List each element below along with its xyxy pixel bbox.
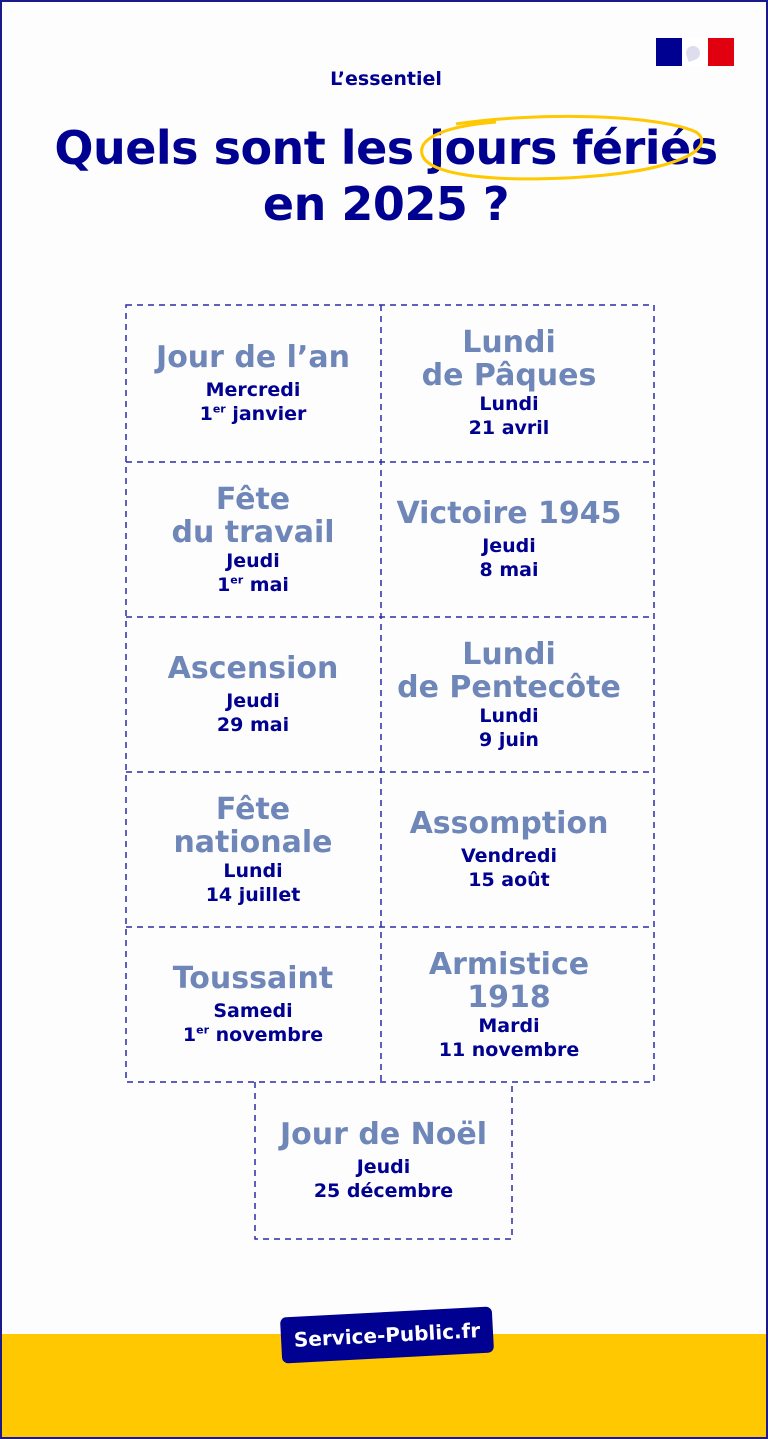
holiday-cell-fete-du-travail [125, 462, 381, 617]
holiday-weekday: Samedi [213, 1000, 293, 1022]
holiday-weekday: Mercredi [205, 378, 301, 401]
holiday-date: 9 juin [479, 728, 539, 751]
title-part1: Quels sont les [54, 121, 430, 175]
holiday-name-line1: Lundi [462, 325, 556, 360]
holiday-cell-assomption [381, 772, 637, 927]
kicker: L’essentiel [330, 68, 442, 90]
holiday-date: 1er novembre [182, 1023, 324, 1046]
title-line2: en 2025 ? [262, 177, 510, 231]
holiday-cell-jour-de-lan [125, 304, 381, 462]
holiday-cell-toussaint [125, 927, 381, 1082]
holiday-date: 1er janvier [199, 402, 307, 425]
holiday-name-line1: Armistice [428, 946, 590, 982]
holiday-name-line2: de Pentecôte [397, 669, 621, 705]
holiday-cell-lundi-de-pentecote [381, 617, 637, 772]
holiday-date: 15 août [468, 869, 550, 891]
highlight-ellipse-icon [416, 114, 706, 184]
holiday-date: 14 juillet [205, 883, 301, 906]
holiday-weekday: Lundi [479, 704, 539, 727]
holiday-cell-fete-nationale [125, 772, 381, 927]
holiday-cell-jour-de-noel [255, 1082, 512, 1239]
holiday-date: 21 avril [468, 417, 550, 439]
holiday-date: 1er mai [217, 573, 289, 596]
holiday-name: Ascension [167, 651, 339, 686]
title-highlight: jours fériés [429, 121, 718, 175]
holiday-cell-victoire-1945 [381, 462, 637, 617]
holiday-weekday: Jeudi [356, 1156, 411, 1178]
holiday-grid [125, 304, 655, 1240]
holiday-name-line1: Fête [215, 481, 291, 517]
holiday-name: Toussaint [172, 961, 334, 996]
holiday-weekday: Jeudi [482, 535, 536, 557]
holiday-cell-armistice-1918 [381, 927, 637, 1082]
holiday-name: Jour de l’an [156, 339, 350, 375]
holiday-name: Victoire 1945 [396, 496, 622, 531]
holiday-weekday: Lundi [479, 393, 539, 415]
french-flag-logo [656, 38, 734, 66]
holiday-name-line2: de Pâques [421, 358, 597, 393]
holiday-name-line1: Fête [215, 791, 291, 827]
holiday-name-line1: Lundi [462, 636, 556, 672]
holiday-name-line2: du travail [171, 514, 335, 550]
holiday-name-line2: 1918 [467, 979, 551, 1015]
holiday-cell-lundi-de-paques [381, 304, 637, 462]
holiday-weekday: Lundi [223, 859, 283, 882]
holiday-weekday: Vendredi [460, 845, 558, 867]
service-public-logo: Service-Public.fr [280, 1306, 494, 1363]
holiday-name: Assomption [409, 806, 609, 841]
holiday-name: Jour de Noël [280, 1117, 487, 1152]
holiday-weekday: Jeudi [226, 690, 280, 712]
holiday-weekday: Mardi [478, 1014, 540, 1037]
holiday-cell-ascension [125, 617, 381, 772]
holiday-name-line2: nationale [173, 824, 333, 860]
holiday-date: 11 novembre [438, 1038, 580, 1061]
holiday-date: 8 mai [479, 559, 539, 581]
holiday-date: 29 mai [216, 714, 290, 736]
holiday-date: 25 décembre [313, 1180, 454, 1202]
holiday-weekday: Jeudi [226, 549, 280, 572]
